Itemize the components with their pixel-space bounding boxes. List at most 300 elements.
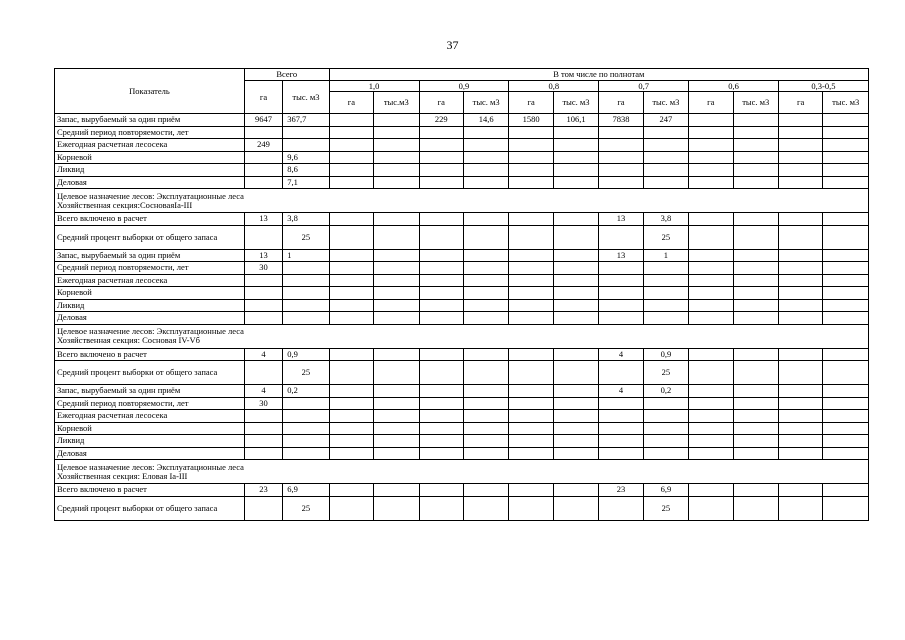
density-ha-cell-2 (509, 139, 553, 152)
density-vol-cell-5 (823, 262, 869, 275)
density-ha-cell-4 (689, 225, 733, 249)
table-row (55, 126, 869, 139)
density-ha-cell-3 (599, 164, 643, 177)
density-ha-cell-5 (778, 151, 822, 164)
row-label: Ежегодная расчетная лесосека (55, 274, 245, 287)
density-vol-cell-0 (374, 126, 419, 139)
density-ha-cell-0 (329, 176, 373, 189)
density-ha-cell-1 (419, 274, 463, 287)
density-ha-cell-5 (778, 435, 822, 448)
cutting-volume-table (54, 68, 869, 521)
density-vol-cell-3 (643, 410, 688, 423)
row-label: Средний период повторяемости, лет (55, 126, 245, 139)
density-ha-cell-0 (329, 435, 373, 448)
density-vol-cell-0 (374, 274, 419, 287)
table-row (55, 435, 869, 448)
header-density-vol-2: тыс. м3 (553, 92, 598, 114)
density-vol-cell-1 (463, 348, 508, 361)
density-ha-cell-3: 13 (599, 249, 643, 262)
density-ha-cell-3: 13 (599, 213, 643, 226)
density-ha-cell-4 (689, 397, 733, 410)
total-ha-cell: 249 (244, 139, 282, 152)
density-ha-cell-2 (509, 262, 553, 275)
row-label: Запас, вырубаемый за один приём (55, 114, 245, 127)
total-ha-cell (244, 126, 282, 139)
row-label: Деловая (55, 312, 245, 325)
density-ha-cell-0 (329, 114, 373, 127)
density-vol-cell-3: 25 (643, 225, 688, 249)
total-vol-cell (283, 126, 329, 139)
header-density-ha-0: га (329, 92, 373, 114)
section-economic-unit: Хозяйственная секция: Еловая Iа-III (57, 470, 188, 481)
total-ha-cell: 23 (244, 484, 282, 497)
density-vol-cell-0 (374, 249, 419, 262)
density-vol-cell-5 (823, 410, 869, 423)
density-vol-cell-4 (733, 385, 778, 398)
density-ha-cell-4 (689, 139, 733, 152)
header-density-ha-4: га (689, 92, 733, 114)
density-vol-cell-3: 25 (643, 361, 688, 385)
total-ha-cell: 30 (244, 397, 282, 410)
density-ha-cell-5 (778, 410, 822, 423)
density-vol-cell-3: 25 (643, 496, 688, 520)
density-ha-cell-0 (329, 126, 373, 139)
density-vol-cell-2 (553, 126, 598, 139)
density-ha-cell-1 (419, 164, 463, 177)
table-row (55, 299, 869, 312)
density-vol-cell-0 (374, 213, 419, 226)
total-ha-cell: 30 (244, 262, 282, 275)
density-ha-cell-4 (689, 164, 733, 177)
density-ha-cell-5 (778, 225, 822, 249)
total-vol-cell: 3,8 (283, 213, 329, 226)
density-vol-cell-5 (823, 422, 869, 435)
total-ha-cell (244, 312, 282, 325)
density-ha-cell-5 (778, 496, 822, 520)
row-label: Ликвид (55, 164, 245, 177)
density-vol-cell-4 (733, 397, 778, 410)
total-ha-cell (244, 361, 282, 385)
header-density-5: 0,3-0,5 (778, 81, 868, 92)
density-ha-cell-2 (509, 249, 553, 262)
density-vol-cell-1 (463, 274, 508, 287)
density-ha-cell-4 (689, 114, 733, 127)
density-ha-cell-4 (689, 274, 733, 287)
density-vol-cell-4 (733, 262, 778, 275)
density-vol-cell-0 (374, 422, 419, 435)
density-vol-cell-2 (553, 262, 598, 275)
density-ha-cell-1 (419, 397, 463, 410)
density-ha-cell-5 (778, 361, 822, 385)
density-vol-cell-2 (553, 484, 598, 497)
density-ha-cell-5 (778, 262, 822, 275)
total-vol-cell: 25 (283, 361, 329, 385)
total-ha-cell (244, 435, 282, 448)
header-density-vol-1: тыс. м3 (463, 92, 508, 114)
density-vol-cell-3 (643, 312, 688, 325)
density-vol-cell-2 (553, 287, 598, 300)
total-ha-cell (244, 225, 282, 249)
density-vol-cell-3 (643, 397, 688, 410)
density-ha-cell-3 (599, 151, 643, 164)
density-ha-cell-4 (689, 249, 733, 262)
density-vol-cell-2 (553, 422, 598, 435)
density-vol-cell-5 (823, 299, 869, 312)
density-vol-cell-4 (733, 422, 778, 435)
density-vol-cell-5 (823, 126, 869, 139)
density-ha-cell-5 (778, 348, 822, 361)
density-ha-cell-3 (599, 126, 643, 139)
total-vol-cell (283, 287, 329, 300)
table-row (55, 176, 869, 189)
density-vol-cell-5 (823, 435, 869, 448)
section-header (55, 460, 869, 484)
density-vol-cell-0 (374, 496, 419, 520)
density-ha-cell-4 (689, 213, 733, 226)
density-vol-cell-4 (733, 225, 778, 249)
table-row (55, 496, 869, 520)
density-ha-cell-1 (419, 496, 463, 520)
density-vol-cell-4 (733, 114, 778, 127)
header-density-0: 1,0 (329, 81, 419, 92)
density-vol-cell-0 (374, 435, 419, 448)
total-ha-cell (244, 274, 282, 287)
density-ha-cell-0 (329, 213, 373, 226)
density-ha-cell-0 (329, 274, 373, 287)
density-ha-cell-2 (509, 410, 553, 423)
density-ha-cell-0 (329, 361, 373, 385)
density-ha-cell-2 (509, 348, 553, 361)
density-vol-cell-3: 1 (643, 249, 688, 262)
header-density-4: 0,6 (689, 81, 779, 92)
density-ha-cell-3 (599, 225, 643, 249)
table-row (55, 213, 869, 226)
total-ha-cell: 4 (244, 385, 282, 398)
density-ha-cell-1 (419, 176, 463, 189)
density-vol-cell-5 (823, 397, 869, 410)
density-vol-cell-4 (733, 176, 778, 189)
density-vol-cell-0 (374, 361, 419, 385)
density-vol-cell-0 (374, 312, 419, 325)
header-density-vol-4: тыс. м3 (733, 92, 778, 114)
section-economic-unit: Хозяйственная секция:СосноваяIа-III (57, 199, 193, 210)
density-vol-cell-5 (823, 176, 869, 189)
total-ha-cell: 13 (244, 213, 282, 226)
total-vol-cell (283, 312, 329, 325)
density-vol-cell-3 (643, 287, 688, 300)
row-label: Всего включено в расчет (55, 348, 245, 361)
density-ha-cell-0 (329, 312, 373, 325)
row-label: Средний процент выборки от общего запаса (55, 496, 245, 520)
density-vol-cell-2 (553, 249, 598, 262)
total-ha-cell (244, 410, 282, 423)
density-ha-cell-2 (509, 287, 553, 300)
density-vol-cell-2 (553, 410, 598, 423)
total-vol-cell: 0,2 (283, 385, 329, 398)
table-row (55, 225, 869, 249)
section-header (55, 189, 869, 213)
density-ha-cell-3: 7838 (599, 114, 643, 127)
table-row (55, 249, 869, 262)
total-ha-cell (244, 176, 282, 189)
total-ha-cell (244, 422, 282, 435)
density-vol-cell-3 (643, 299, 688, 312)
density-vol-cell-4 (733, 361, 778, 385)
table-row (55, 397, 869, 410)
density-vol-cell-1 (463, 164, 508, 177)
density-ha-cell-3 (599, 287, 643, 300)
density-vol-cell-3 (643, 151, 688, 164)
density-vol-cell-2 (553, 274, 598, 287)
density-ha-cell-1 (419, 410, 463, 423)
density-ha-cell-2 (509, 397, 553, 410)
density-ha-cell-2 (509, 126, 553, 139)
row-label: Всего включено в расчет (55, 213, 245, 226)
density-ha-cell-3 (599, 435, 643, 448)
row-label: Деловая (55, 447, 245, 460)
density-vol-cell-0 (374, 139, 419, 152)
density-vol-cell-5 (823, 447, 869, 460)
density-ha-cell-1 (419, 262, 463, 275)
row-label: Запас, вырубаемый за один приём (55, 249, 245, 262)
section-purpose: Целевое назначение лесов: Эксплуатационные леса (57, 461, 244, 472)
density-vol-cell-1 (463, 151, 508, 164)
density-vol-cell-1 (463, 213, 508, 226)
density-vol-cell-4 (733, 126, 778, 139)
total-ha-cell (244, 287, 282, 300)
density-vol-cell-2 (553, 213, 598, 226)
density-vol-cell-1 (463, 287, 508, 300)
density-vol-cell-1 (463, 422, 508, 435)
density-ha-cell-1 (419, 312, 463, 325)
total-vol-cell: 367,7 (283, 114, 329, 127)
density-ha-cell-3 (599, 312, 643, 325)
total-ha-cell (244, 496, 282, 520)
density-ha-cell-1 (419, 287, 463, 300)
density-vol-cell-1 (463, 176, 508, 189)
density-ha-cell-2 (509, 435, 553, 448)
density-vol-cell-2 (553, 151, 598, 164)
density-vol-cell-4 (733, 213, 778, 226)
density-vol-cell-2 (553, 385, 598, 398)
density-ha-cell-3 (599, 422, 643, 435)
total-ha-cell: 9647 (244, 114, 282, 127)
density-ha-cell-4 (689, 361, 733, 385)
density-vol-cell-1 (463, 484, 508, 497)
row-label: Всего включено в расчет (55, 484, 245, 497)
density-ha-cell-4 (689, 422, 733, 435)
density-ha-cell-2 (509, 164, 553, 177)
density-vol-cell-3 (643, 164, 688, 177)
density-vol-cell-4 (733, 447, 778, 460)
density-ha-cell-0 (329, 225, 373, 249)
density-vol-cell-2 (553, 299, 598, 312)
density-ha-cell-2 (509, 484, 553, 497)
density-ha-cell-0 (329, 287, 373, 300)
density-vol-cell-3 (643, 274, 688, 287)
total-vol-cell: 1 (283, 249, 329, 262)
density-ha-cell-3 (599, 361, 643, 385)
density-ha-cell-4 (689, 410, 733, 423)
density-vol-cell-4 (733, 139, 778, 152)
density-ha-cell-4 (689, 385, 733, 398)
total-vol-cell (283, 299, 329, 312)
section-economic-unit: Хозяйственная секция: Сосновая IV-Vб (57, 335, 200, 345)
density-vol-cell-2 (553, 139, 598, 152)
header-total-vol: тыс. м3 (283, 81, 329, 114)
total-ha-cell (244, 151, 282, 164)
table-row (55, 139, 869, 152)
density-vol-cell-0 (374, 151, 419, 164)
density-vol-cell-1 (463, 262, 508, 275)
total-ha-cell (244, 164, 282, 177)
density-ha-cell-5 (778, 312, 822, 325)
density-vol-cell-0 (374, 299, 419, 312)
total-ha-cell: 13 (244, 249, 282, 262)
density-ha-cell-3 (599, 299, 643, 312)
density-vol-cell-5 (823, 287, 869, 300)
density-vol-cell-2 (553, 176, 598, 189)
density-vol-cell-5 (823, 114, 869, 127)
density-vol-cell-0 (374, 447, 419, 460)
density-ha-cell-1 (419, 225, 463, 249)
density-vol-cell-1 (463, 447, 508, 460)
row-label: Средний период повторяемости, лет (55, 397, 245, 410)
density-ha-cell-5 (778, 213, 822, 226)
density-ha-cell-1 (419, 484, 463, 497)
density-vol-cell-1 (463, 249, 508, 262)
density-vol-cell-4 (733, 299, 778, 312)
header-density-ha-3: га (599, 92, 643, 114)
density-vol-cell-0 (374, 484, 419, 497)
density-vol-cell-1 (463, 397, 508, 410)
density-ha-cell-1 (419, 299, 463, 312)
density-vol-cell-1 (463, 299, 508, 312)
density-ha-cell-1 (419, 126, 463, 139)
density-vol-cell-2 (553, 348, 598, 361)
density-vol-cell-0 (374, 176, 419, 189)
density-vol-cell-4 (733, 410, 778, 423)
section-purpose: Целевое назначение лесов: Эксплуатационные леса (57, 326, 244, 337)
header-total-ha: га (244, 81, 282, 114)
density-vol-cell-3: 247 (643, 114, 688, 127)
density-vol-cell-5 (823, 312, 869, 325)
density-vol-cell-3: 0,9 (643, 348, 688, 361)
density-ha-cell-1 (419, 361, 463, 385)
table-row (55, 447, 869, 460)
density-ha-cell-0 (329, 164, 373, 177)
density-vol-cell-3: 3,8 (643, 213, 688, 226)
density-ha-cell-4 (689, 496, 733, 520)
section-row (55, 324, 869, 348)
section-row (55, 189, 869, 213)
total-vol-cell: 6,9 (283, 484, 329, 497)
header-density-3: 0,7 (599, 81, 689, 92)
density-ha-cell-2 (509, 361, 553, 385)
density-ha-cell-5 (778, 164, 822, 177)
header-total: Всего (244, 69, 329, 81)
total-vol-cell: 25 (283, 496, 329, 520)
density-ha-cell-4 (689, 151, 733, 164)
density-vol-cell-4 (733, 312, 778, 325)
density-ha-cell-5 (778, 484, 822, 497)
density-vol-cell-1 (463, 126, 508, 139)
density-ha-cell-5 (778, 249, 822, 262)
density-ha-cell-5 (778, 397, 822, 410)
row-label: Запас, вырубаемый за один приём (55, 385, 245, 398)
density-vol-cell-5 (823, 274, 869, 287)
table-row (55, 164, 869, 177)
density-ha-cell-5 (778, 114, 822, 127)
total-vol-cell (283, 435, 329, 448)
density-ha-cell-5 (778, 287, 822, 300)
density-ha-cell-2 (509, 176, 553, 189)
total-ha-cell (244, 299, 282, 312)
row-label: Ежегодная расчетная лесосека (55, 139, 245, 152)
section-purpose: Целевое назначение лесов: Эксплуатационные леса (57, 190, 244, 201)
density-ha-cell-4 (689, 312, 733, 325)
row-label: Средний процент выборки от общего запаса (55, 225, 245, 249)
table-row (55, 410, 869, 423)
density-vol-cell-5 (823, 484, 869, 497)
density-vol-cell-5 (823, 348, 869, 361)
density-vol-cell-0 (374, 348, 419, 361)
density-vol-cell-1 (463, 435, 508, 448)
density-vol-cell-3 (643, 422, 688, 435)
density-ha-cell-4 (689, 348, 733, 361)
density-ha-cell-3 (599, 262, 643, 275)
header-density-ha-5: га (778, 92, 822, 114)
density-vol-cell-1: 14,6 (463, 114, 508, 127)
density-ha-cell-5 (778, 422, 822, 435)
density-ha-cell-1 (419, 422, 463, 435)
density-ha-cell-5 (778, 139, 822, 152)
density-vol-cell-5 (823, 496, 869, 520)
density-ha-cell-2 (509, 225, 553, 249)
density-ha-cell-3 (599, 496, 643, 520)
table-row (55, 274, 869, 287)
density-vol-cell-5 (823, 361, 869, 385)
density-ha-cell-2 (509, 447, 553, 460)
density-ha-cell-2 (509, 312, 553, 325)
density-vol-cell-3 (643, 139, 688, 152)
density-vol-cell-5 (823, 249, 869, 262)
density-ha-cell-0 (329, 299, 373, 312)
header-density-ha-2: га (509, 92, 553, 114)
density-ha-cell-4 (689, 484, 733, 497)
density-ha-cell-3 (599, 176, 643, 189)
row-label: Ежегодная расчетная лесосека (55, 410, 245, 423)
density-ha-cell-2: 1580 (509, 114, 553, 127)
density-ha-cell-1 (419, 447, 463, 460)
density-ha-cell-0 (329, 410, 373, 423)
density-vol-cell-2: 106,1 (553, 114, 598, 127)
header-density-1: 0,9 (419, 81, 509, 92)
table-row (55, 262, 869, 275)
density-ha-cell-5 (778, 126, 822, 139)
density-vol-cell-4 (733, 484, 778, 497)
density-ha-cell-1 (419, 213, 463, 226)
density-vol-cell-3: 6,9 (643, 484, 688, 497)
row-label: Ликвид (55, 299, 245, 312)
header-density-vol-5: тыс. м3 (823, 92, 869, 114)
density-ha-cell-1 (419, 249, 463, 262)
density-ha-cell-0 (329, 496, 373, 520)
table-row (55, 151, 869, 164)
density-vol-cell-3 (643, 435, 688, 448)
section-header (55, 324, 869, 348)
density-vol-cell-1 (463, 496, 508, 520)
